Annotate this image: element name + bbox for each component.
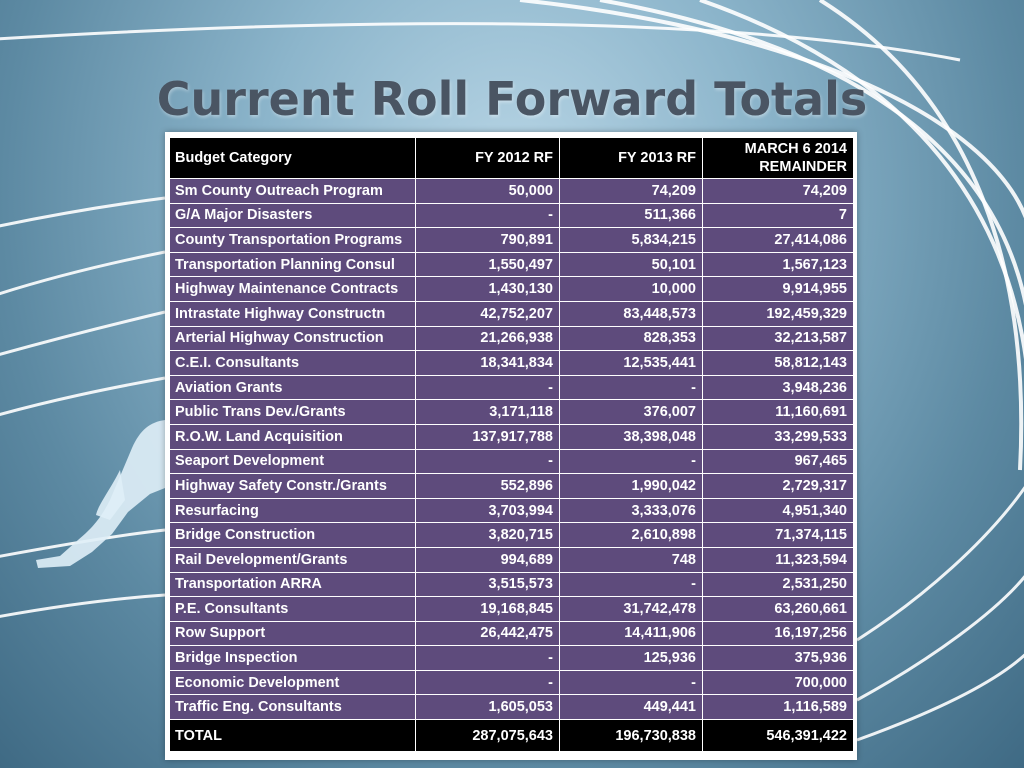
cell-fy2013: - — [560, 375, 703, 400]
cell-remainder: 16,197,256 — [703, 621, 854, 646]
total-remainder: 546,391,422 — [703, 720, 854, 752]
cell-remainder: 2,531,250 — [703, 572, 854, 597]
cell-remainder: 4,951,340 — [703, 498, 854, 523]
cell-category: County Transportation Programs — [170, 228, 416, 253]
cell-fy2012: 19,168,845 — [416, 597, 560, 622]
cell-remainder: 967,465 — [703, 449, 854, 474]
cell-fy2013: 12,535,441 — [560, 351, 703, 376]
cell-fy2013: 10,000 — [560, 277, 703, 302]
cell-category: Highway Safety Constr./Grants — [170, 474, 416, 499]
cell-fy2012: 552,896 — [416, 474, 560, 499]
cell-fy2013: 14,411,906 — [560, 621, 703, 646]
cell-fy2012: 18,341,834 — [416, 351, 560, 376]
cell-remainder: 700,000 — [703, 670, 854, 695]
cell-category: Traffic Eng. Consultants — [170, 695, 416, 720]
cell-remainder: 33,299,533 — [703, 424, 854, 449]
cell-remainder: 71,374,115 — [703, 523, 854, 548]
cell-fy2013: 83,448,573 — [560, 301, 703, 326]
cell-category: Sm County Outreach Program — [170, 179, 416, 204]
cell-remainder: 1,116,589 — [703, 695, 854, 720]
cell-category: Row Support — [170, 621, 416, 646]
table-row — [170, 375, 854, 400]
table-row — [170, 400, 854, 425]
total-fy2013: 196,730,838 — [560, 720, 703, 752]
cell-category: Bridge Construction — [170, 523, 416, 548]
cell-category: P.E. Consultants — [170, 597, 416, 622]
cell-category: Bridge Inspection — [170, 646, 416, 671]
cell-fy2012: 3,820,715 — [416, 523, 560, 548]
cell-remainder: 2,729,317 — [703, 474, 854, 499]
header-fy2012: FY 2012 RF — [416, 138, 560, 179]
cell-fy2012: 1,605,053 — [416, 695, 560, 720]
cell-fy2012: 1,430,130 — [416, 277, 560, 302]
cell-remainder: 74,209 — [703, 179, 854, 204]
table-row — [170, 351, 854, 376]
cell-remainder: 11,323,594 — [703, 547, 854, 572]
cell-category: Seaport Development — [170, 449, 416, 474]
table-row — [170, 474, 854, 499]
cell-remainder: 192,459,329 — [703, 301, 854, 326]
table-row — [170, 252, 854, 277]
cell-fy2012: 50,000 — [416, 179, 560, 204]
table-row — [170, 277, 854, 302]
header-remainder-line1: MARCH 6 2014 — [744, 141, 847, 157]
cell-fy2013: 511,366 — [560, 203, 703, 228]
table-row — [170, 695, 854, 720]
table-row — [170, 179, 854, 204]
table-body — [170, 179, 854, 720]
table-row — [170, 326, 854, 351]
header-remainder — [703, 138, 854, 179]
cell-remainder: 375,936 — [703, 646, 854, 671]
header-remainder-line2: REMAINDER — [759, 159, 847, 175]
cell-fy2012: 790,891 — [416, 228, 560, 253]
cell-fy2012: 26,442,475 — [416, 621, 560, 646]
cell-fy2013: 1,990,042 — [560, 474, 703, 499]
table-row — [170, 228, 854, 253]
cell-category: Rail Development/Grants — [170, 547, 416, 572]
cell-fy2013: 3,333,076 — [560, 498, 703, 523]
cell-fy2013: 38,398,048 — [560, 424, 703, 449]
cell-category: G/A Major Disasters — [170, 203, 416, 228]
cell-fy2013: 2,610,898 — [560, 523, 703, 548]
cell-fy2013: 50,101 — [560, 252, 703, 277]
table-row — [170, 523, 854, 548]
cell-fy2013: 376,007 — [560, 400, 703, 425]
header-fy2013: FY 2013 RF — [560, 138, 703, 179]
cell-fy2013: 5,834,215 — [560, 228, 703, 253]
cell-fy2012: 137,917,788 — [416, 424, 560, 449]
total-fy2012: 287,075,643 — [416, 720, 560, 752]
budget-table — [169, 137, 854, 752]
cell-category: Transportation ARRA — [170, 572, 416, 597]
cell-fy2012: 21,266,938 — [416, 326, 560, 351]
cell-remainder: 27,414,086 — [703, 228, 854, 253]
cell-fy2013: 31,742,478 — [560, 597, 703, 622]
table-row — [170, 203, 854, 228]
total-label: TOTAL — [170, 720, 416, 752]
table-row — [170, 572, 854, 597]
cell-fy2012: - — [416, 203, 560, 228]
table-header-row — [170, 138, 854, 179]
cell-fy2012: - — [416, 646, 560, 671]
cell-remainder: 63,260,661 — [703, 597, 854, 622]
cell-category: Aviation Grants — [170, 375, 416, 400]
table-row — [170, 621, 854, 646]
cell-fy2012: 3,171,118 — [416, 400, 560, 425]
cell-remainder: 7 — [703, 203, 854, 228]
cell-fy2012: 42,752,207 — [416, 301, 560, 326]
cell-category: Intrastate Highway Constructn — [170, 301, 416, 326]
cell-remainder: 11,160,691 — [703, 400, 854, 425]
header-budget-category: Budget Category — [170, 138, 416, 179]
table-row — [170, 646, 854, 671]
cell-fy2013: 748 — [560, 547, 703, 572]
total-row — [170, 720, 854, 752]
table-row — [170, 449, 854, 474]
cell-fy2012: - — [416, 670, 560, 695]
cell-fy2013: - — [560, 449, 703, 474]
cell-category: Arterial Highway Construction — [170, 326, 416, 351]
cell-remainder: 58,812,143 — [703, 351, 854, 376]
table-row — [170, 547, 854, 572]
cell-fy2013: - — [560, 670, 703, 695]
cell-fy2012: 3,515,573 — [416, 572, 560, 597]
cell-fy2013: 74,209 — [560, 179, 703, 204]
table-row — [170, 670, 854, 695]
cell-fy2012: 3,703,994 — [416, 498, 560, 523]
table-row — [170, 424, 854, 449]
cell-fy2013: 828,353 — [560, 326, 703, 351]
cell-fy2012: 1,550,497 — [416, 252, 560, 277]
table-row — [170, 301, 854, 326]
budget-table-frame — [165, 132, 857, 760]
cell-category: Highway Maintenance Contracts — [170, 277, 416, 302]
cell-remainder: 3,948,236 — [703, 375, 854, 400]
cell-fy2013: 449,441 — [560, 695, 703, 720]
cell-category: R.O.W. Land Acquisition — [170, 424, 416, 449]
cell-fy2012: 994,689 — [416, 547, 560, 572]
table-row — [170, 498, 854, 523]
cell-remainder: 1,567,123 — [703, 252, 854, 277]
cell-fy2012: - — [416, 375, 560, 400]
cell-fy2013: - — [560, 572, 703, 597]
cell-fy2012: - — [416, 449, 560, 474]
cell-category: Resurfacing — [170, 498, 416, 523]
slide-title: Current Roll Forward Totals — [156, 72, 868, 126]
cell-fy2013: 125,936 — [560, 646, 703, 671]
cell-remainder: 32,213,587 — [703, 326, 854, 351]
cell-category: Public Trans Dev./Grants — [170, 400, 416, 425]
cell-remainder: 9,914,955 — [703, 277, 854, 302]
table-row — [170, 597, 854, 622]
cell-category: Transportation Planning Consul — [170, 252, 416, 277]
cell-category: C.E.I. Consultants — [170, 351, 416, 376]
cell-category: Economic Development — [170, 670, 416, 695]
